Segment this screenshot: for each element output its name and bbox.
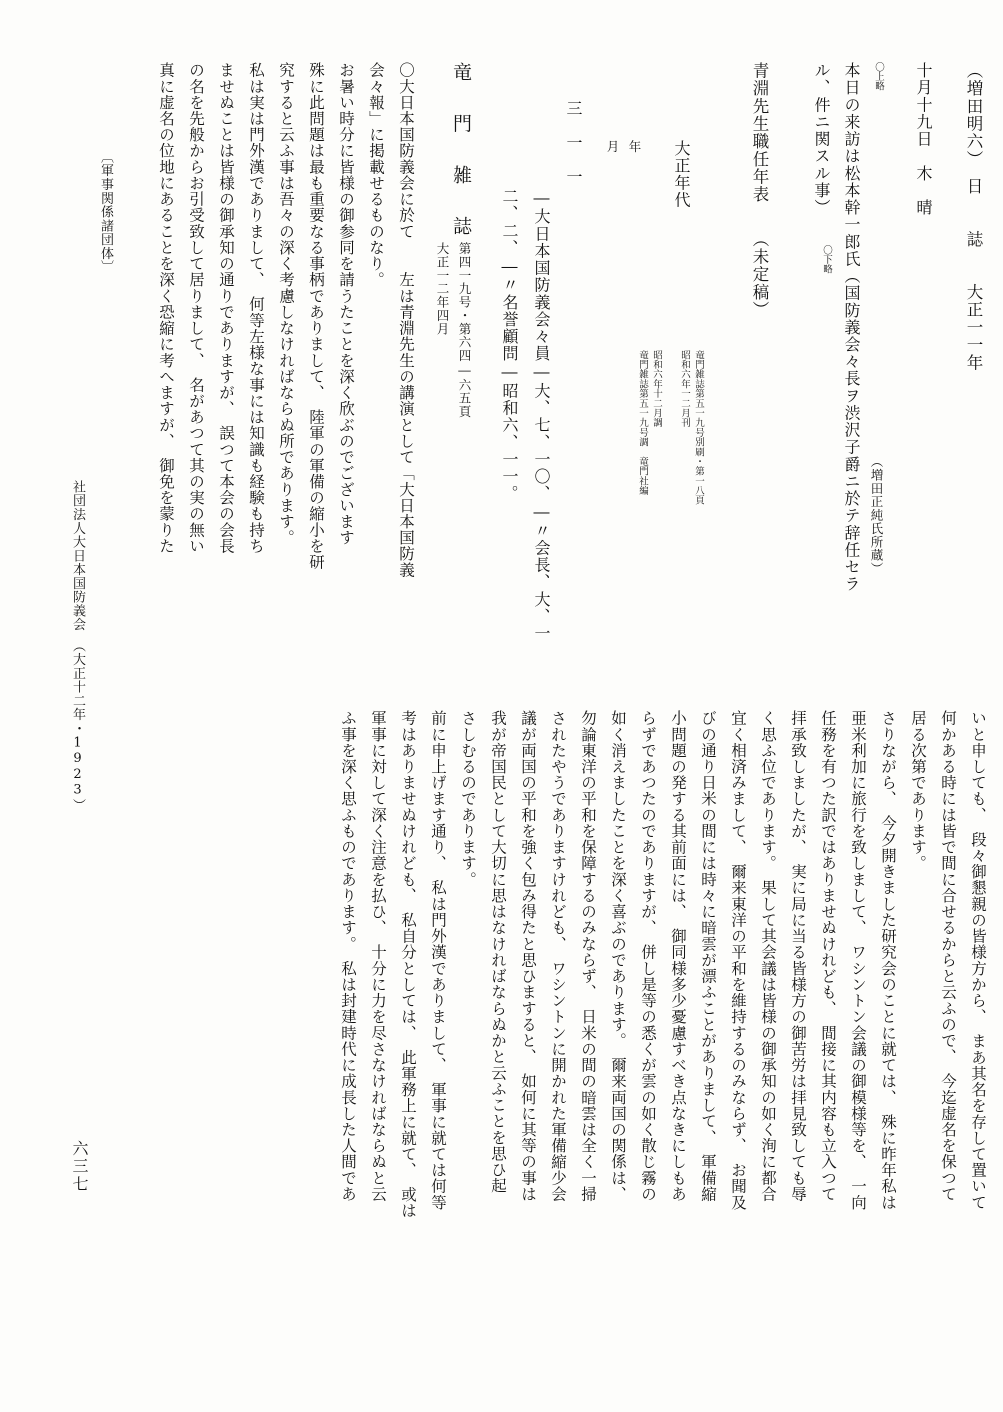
table-source-1: 竜門雑誌第五一九号別刷・第一八頁	[693, 350, 704, 506]
table-source-4: 竜門雑誌第五一九号調 竜門社編	[637, 350, 648, 496]
omission-top-marker: 〇上略	[873, 62, 884, 92]
magazine-date: 大正一二年四月	[435, 242, 450, 336]
article-line-7: の名を先般からお引受致して居りまして、 名があつて其の実の無い	[187, 62, 205, 554]
article-line-1: 会々報」に掲載せるものなり。	[367, 62, 385, 288]
article-line-0: 〇大日本国防義会に於て 左は青淵先生の講演として「大日本国防義	[397, 62, 415, 578]
article-line-3: 殊に此問題は最も重要なる事柄でありまして、 陸軍の軍備の縮小を研	[307, 62, 325, 571]
column-header-month: 月	[605, 140, 620, 154]
lower-line-13: 勿論東洋の平和を保障するのみならず、 日米の間の暗雲は全く一掃	[579, 710, 597, 1202]
column-header-year: 年	[627, 140, 642, 154]
visit-line-2: ル、件ニ関スル事）	[812, 62, 831, 217]
magazine-issue: 第四一九号・第六四―六五頁	[457, 242, 472, 419]
article-line-8: 真に虚名の位地にあることを深く恐縮に考へますが、 御免を蒙りた	[157, 62, 175, 554]
article-line-2: お暑い時分に皆様の御参同を請うたことを深く欣ぶのでございます	[337, 62, 355, 546]
lower-line-11: らずであつたのでありますが、 併し是等の悉くが雲の如く散じ霧の	[639, 710, 657, 1202]
diary-date: 十月十九日 木 晴	[914, 62, 933, 217]
omission-bottom-marker: 〇下略	[821, 245, 832, 275]
table-row-entry-1: ―大日本国防義会々員―大、七、一〇、―〃会長、大、一	[532, 188, 551, 643]
lower-line-16: 我が帝国民として大切に思はなければならぬかと云ふことを思ひ起	[489, 710, 507, 1194]
lower-line-19: 考はありませぬけれども、 私自分としては、 此軍務上に就て、 或は	[399, 710, 417, 1219]
lower-line-0: いと申しても、 段々御懇親の皆様方から、 まあ其名を存して置いて	[969, 710, 987, 1211]
lower-line-14: されたやうでありますけれども、 ワシントンに開かれた軍備縮少会	[549, 710, 567, 1202]
era-label: 大正年代	[672, 140, 691, 209]
table-title: 青淵先生職任年表 （未定稿）	[750, 62, 769, 319]
diary-heading: （増田明六） 日 誌 大正一一年	[964, 62, 983, 372]
lower-section	[0, 700, 1003, 1412]
lower-line-1: 何かある時には皆で間に合せるからと云ふので、 今迄虚名を保つて	[939, 710, 957, 1202]
lower-line-9: びの通り日米の間には時々に暗雲が漂ふことがありまして、 軍備縮	[699, 710, 717, 1202]
table-row-entry-2: 二、二、―〃名誉顧問―昭和六、一一。	[500, 188, 519, 503]
lower-line-10: 小問題の発する其前面には、 御同様多少憂慮すべき点なきにしもあ	[669, 710, 687, 1202]
footer-organization: 社団法人大日本国防義会 （大正十二年・1923）	[70, 480, 85, 813]
lower-line-18: 前に申上げます通り、 私は門外漢でありまして、 軍事に就ては何等	[429, 710, 447, 1211]
lower-line-2: 居る次第であります。	[909, 710, 927, 872]
table-source-2: 昭和六年一二月刊	[679, 350, 690, 428]
owner-note: （増田正純氏所蔵）	[869, 455, 884, 576]
lower-line-21: ふ事を深く思ふものであります。 私は封建時代に成長した人間であ	[339, 710, 357, 1202]
lower-line-8: 宜く相済みまして、 爾来東洋の平和を維持するのみならず、 お聞及	[729, 710, 747, 1211]
lower-line-17: さしむるのであります。	[459, 710, 477, 888]
article-line-4: 究すると云ふ事は吾々の深く考慮しなければならぬ所であります。	[277, 62, 295, 546]
lower-line-4: 亜米利加に旅行を致しまして、 ワシントン会議の御模様等を、 一向	[849, 710, 867, 1211]
article-line-5: 私は実は門外漢でありまして、 何等左様な事には知識も経験も持ち	[247, 62, 265, 554]
lower-line-20: 軍事に対して深く注意を払ひ、 十分に力を尽さなければならぬと云	[369, 710, 387, 1202]
lower-line-5: 任務を有つた訳ではありませぬけれども、 間接に其内容も立入つて	[819, 710, 837, 1202]
lower-line-7: く思ふ位であります。 果して其会議は皆様の御承知の如く洵に都合	[759, 710, 777, 1202]
article-line-6: ませぬことは皆様の御承知の通りでありますが、 誤つて本会の会長	[217, 62, 235, 554]
table-source-3: 昭和六年十二月調	[651, 350, 662, 428]
lower-line-12: 如く消えましたことを深く喜ぶのであります。 爾来両国の関係は、	[609, 710, 627, 1202]
page-number: 六三七	[70, 1140, 89, 1193]
lower-line-15: 議が両国の平和を強く包み得たと思ひますると、 如何に其等の事は	[519, 710, 537, 1202]
lower-line-3: さりながら、 今夕開きました研究会のことに就ては、 殊に昨年私は	[879, 710, 897, 1211]
visit-line-1: 本日の来訪は松本幹一郎氏（国防義会々長ヲ渋沢子爵ニ於テ辞任セラ	[842, 62, 861, 593]
table-row-numbers: 三 一 一	[564, 100, 583, 186]
footer-category: 〔軍事関係諸団体〕	[98, 150, 113, 275]
magazine-title: 竜 門 雑 誌	[450, 62, 472, 242]
lower-line-6: 拝承致しましたが、 実に局に当る皆様方の御苦労は拝見致しても辱	[789, 710, 807, 1202]
